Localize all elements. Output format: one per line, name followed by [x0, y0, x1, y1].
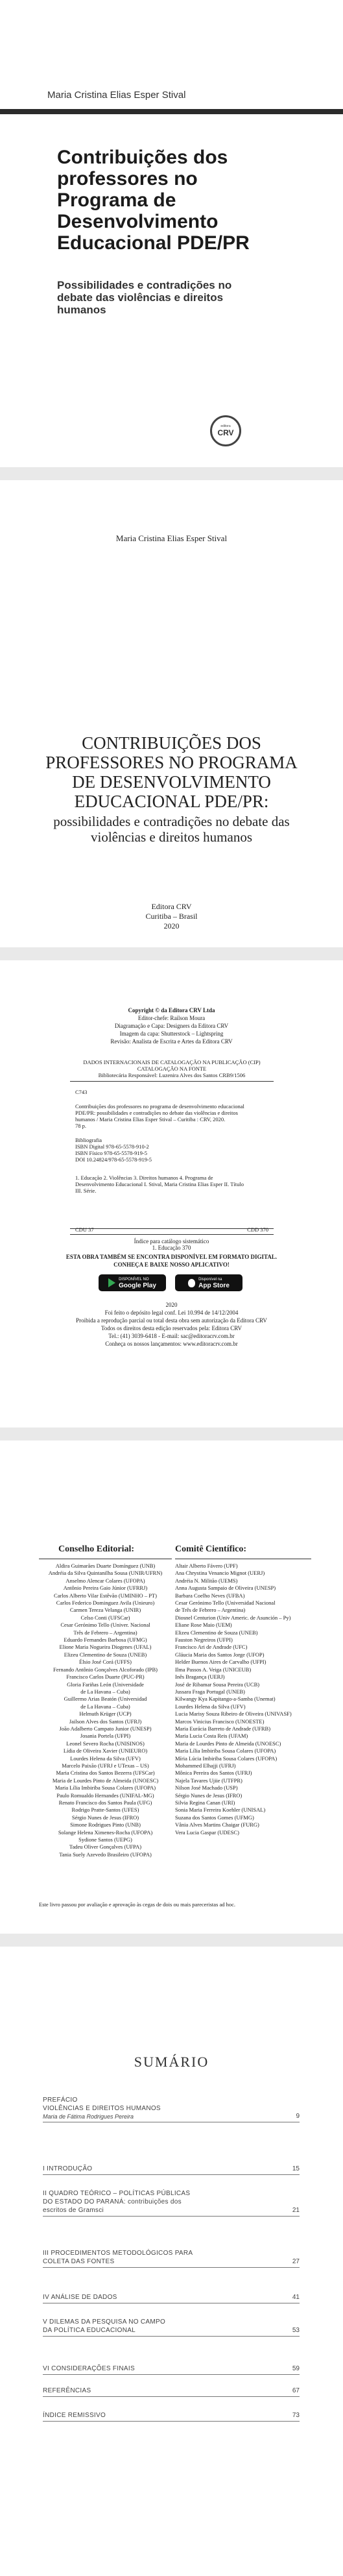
board-member: Renato Francisco dos Santos Paula (UFG) — [58, 1799, 152, 1806]
toc-entry-text: DO ESTADO DO PARANÁ: contribuições dos — [43, 2198, 182, 2206]
toc-entry[interactable] — [43, 2293, 300, 2303]
board-member: Nilson José Machado (USP) — [175, 1784, 238, 1792]
cdd-code: CDD 370 — [247, 1226, 268, 1233]
board-member: Fernando Antônio Gonçalves Alcoforado (IPB) — [53, 1666, 158, 1673]
board-member: Lourdes Helena da Silva (UFV) — [175, 1703, 246, 1710]
app-store-caption: Disponível na — [198, 1278, 222, 1282]
board-member: Marcos Vinicius Francisco (UNOESTE) — [175, 1718, 265, 1725]
board-member: João Adalberto Campato Junior (UNESP) — [59, 1725, 152, 1732]
cip-header — [70, 1059, 274, 1078]
peer-review-note: Este livro passou por avaliação e aprovação às cegas de dois ou mais pareceristas ad hoc. — [39, 1901, 236, 1908]
board-member: Jailson Alves dos Santos (UFRJ) — [69, 1718, 142, 1725]
copyright-page — [0, 960, 343, 1428]
board-member: Rodrigo Pratte-Santos (UFES) — [71, 1806, 139, 1814]
toc-entry-text: PREFÁCIO — [43, 2096, 78, 2104]
board-member: de La Havana – Cuba) — [80, 1688, 130, 1695]
board-member: Najela Tavares Ujiie (UTFPR) — [175, 1777, 242, 1784]
board-member: Helmuth Krüger (UCP) — [79, 1710, 132, 1718]
board-member: Aldira Guimarães Duarte Domínguez (UNB) — [55, 1562, 156, 1569]
board-member: Jussara Fraga Portugal (UNEB) — [175, 1688, 245, 1695]
rights-notice: Todos os direitos desta edição reservados pela: Editora CRV — [101, 1325, 242, 1331]
board-member: Maria Lília Imbiriba Sousa Colares (UFOPA) — [175, 1747, 276, 1755]
toc-entry-text: DA POLÍTICA EDUCACIONAL — [43, 2327, 136, 2334]
toc-entry-text: COLETA DAS FONTES — [43, 2257, 115, 2265]
toc-page-number: 53 — [292, 2327, 300, 2334]
app-store-badge[interactable] — [175, 1274, 242, 1291]
board-member: Carlos Federico Dominguez Avila (Unieuro) — [56, 1599, 155, 1607]
board-member: Maria Cristina dos Santos Bezerra (UFSCar) — [56, 1769, 155, 1777]
board-member: Guillermo Arias Beatón (Universidad — [64, 1695, 147, 1703]
copyright-line: Copyright © da Editora CRV Ltda — [128, 1007, 215, 1014]
logo-big-text: CRV — [217, 428, 234, 437]
toc-entry[interactable] — [43, 2249, 300, 2268]
publication-year: 2020 — [163, 921, 180, 930]
toc-entry[interactable] — [43, 2189, 300, 2217]
toc-entry-text: ÍNDICE REMISSIVO — [43, 2412, 106, 2420]
board-member: Antônio Pereira Gaio Júnior (UFRRJ) — [63, 1585, 148, 1592]
board-member: Sérgio Nunes de Jesus (IFRO) — [71, 1814, 139, 1821]
board-member: Ana Chrystina Venancio Mignot (UERJ) — [175, 1570, 265, 1577]
title-page-imprint — [0, 902, 343, 931]
board-member: Cesar Gerónimo Tello (Univer. Nacional — [60, 1622, 150, 1629]
toc-entry[interactable] — [43, 2387, 300, 2397]
board-member: Vânia Alves Martins Chaigar (FURG) — [175, 1821, 259, 1829]
editorial-board-list — [39, 1562, 172, 1858]
board-member: Ilma Passos A. Veiga (UNICEUB) — [175, 1666, 252, 1673]
board-member: Marcelo Paixão (UFRJ e UTexas – US) — [62, 1762, 149, 1769]
title-page-subtitle: possibilidades e contradições no debate das violências e direitos humanos — [53, 814, 290, 845]
board-member: Diosnel Centurion (Univ Americ. de Asunción – Py) — [175, 1614, 291, 1621]
board-member: Maria de Lourdes Pinto de Almeida (UNOESC) — [175, 1740, 281, 1747]
board-member: Eliane Rose Maio (UEM) — [175, 1622, 232, 1629]
board-member: Suzana dos Santos Gomes (UFMG) — [175, 1814, 254, 1821]
board-member: Andréia N. Militão (UEMS) — [175, 1577, 238, 1584]
board-member: Elizeu Clementino de Souza (UNEB) — [64, 1651, 147, 1658]
classification-row — [70, 1226, 274, 1235]
board-member: Eduardo Fernandes Barbosa (UFMG) — [64, 1636, 147, 1644]
board-member: Andréia da Silva Quintanilha Sousa (UNIR/UFRN) — [48, 1570, 163, 1577]
board-member: Cesar Gerónimo Tello (Universidad Nacional — [175, 1599, 276, 1607]
cover-page — [0, 0, 343, 467]
google-play-caption: DISPONÍVEL NO — [119, 1278, 149, 1282]
cip-isbn-print: ISBN Físico 978-65-5578-919-5 — [75, 1150, 147, 1156]
toc-entry-text: escritos de Gramsci — [43, 2207, 104, 2215]
edition-year: 2020 — [165, 1302, 178, 1308]
cover-title: Contribuições dos professores no Programa de Desenvolvimento Educacional PDE/PR — [57, 147, 250, 254]
board-member: Mônica Pereira dos Santos (UFRJ) — [175, 1769, 252, 1777]
board-member: Gláucia Maria dos Santos Jorge (UFOP) — [175, 1651, 265, 1658]
toc-entry[interactable] — [43, 2165, 300, 2175]
board-member: Maria Lília Imbiriba Sousa Colares (UFOPA) — [54, 1784, 156, 1792]
toc-entry[interactable] — [43, 2411, 300, 2422]
cip-entry: 78 p. — [75, 1123, 86, 1129]
cip-biblio: Bibliografia — [75, 1137, 102, 1143]
title-page-author: Maria Cristina Elias Esper Stival — [115, 533, 228, 543]
cip-header-subtitle: CATALOGAÇÃO NA FONTE — [137, 1065, 207, 1072]
table-of-contents-page — [0, 1947, 343, 2576]
scientific-committee-title: Comitê Científico: — [175, 1544, 247, 1554]
board-member: Elizeu Clementino de Souza (UNEB) — [175, 1629, 258, 1636]
cip-subjects: III. Série. — [75, 1187, 97, 1194]
editorial-board-title: Conselho Editorial: — [58, 1544, 135, 1554]
cip-code: C743 — [75, 1089, 88, 1095]
board-member: Anselmo Alencar Colares (UFOPA) — [65, 1577, 145, 1584]
board-member: Elione Maria Nogueira Diogenes (UFAL) — [59, 1644, 152, 1651]
toc-entry-text: VI CONSIDERAÇÕES FINAIS — [43, 2365, 135, 2373]
board-member: Celso Conti (UFSCar) — [80, 1614, 130, 1621]
board-member: Inês Bragança (UERJ) — [175, 1673, 225, 1681]
toc-entry-text: REFERÊNCIAS — [43, 2387, 91, 2395]
board-member: Josania Portela (UFPI) — [80, 1732, 131, 1740]
toc-page-number: 27 — [292, 2257, 300, 2265]
reproduction-notice: Proibida a reprodução parcial ou total desta obra sem autorização da Editora CRV — [76, 1317, 267, 1324]
toc-page-number: 59 — [292, 2365, 300, 2373]
toc-entry-text: I INTRODUÇÃO — [43, 2165, 93, 2173]
board-member: Sonia Maria Ferreira Koehler (UNISAL) — [175, 1806, 266, 1814]
board-member: Gloria Fariñas León (Universidade — [67, 1681, 144, 1688]
toc-entry[interactable] — [43, 2364, 300, 2375]
logo-small-text: editora — [220, 424, 231, 428]
title-page-title: CONTRIBUIÇÕES DOS PROFESSORES NO PROGRAMA DE DESENVOLVIMENTO EDUCACIONAL PDE/PR: — [45, 733, 298, 811]
board-member: Solange Helena Ximenes-Rocha (UFOPA) — [58, 1829, 153, 1836]
google-play-label: Google Play — [119, 1282, 156, 1289]
board-member: Carlos Alberto Vilar Estêvão (UMINHO – PT) — [54, 1592, 157, 1599]
board-member: Altair Alberto Fávero (UPF) — [175, 1562, 238, 1569]
editor-line: Editor-chefe: Railson Moura — [137, 1015, 206, 1021]
board-member: Francisco Ari de Andrade (UFC) — [175, 1644, 248, 1651]
cip-entry: Contribuições dos professores no programa de desenvolvimento educacional — [75, 1103, 244, 1110]
board-member: Sydione Santos (UEPG) — [78, 1836, 132, 1843]
ebook-notice: ESTA OBRA TAMBÉM SE ENCONTRA DISPONÍVEL EM FORMATO DIGITAL. — [65, 1254, 278, 1260]
cip-entry: humanos / Maria Cristina Elias Esper Stival – Curitiba : CRV, 2020. — [75, 1116, 226, 1123]
toc-page-number: 73 — [292, 2412, 300, 2420]
board-member: Tania Suely Azevedo Brasileiro (UFOPA) — [59, 1851, 152, 1858]
cdu-code: CDU 37 — [75, 1226, 94, 1233]
board-member: Anna Augusta Sampaio de Oliveira (UNESP) — [175, 1585, 276, 1592]
toc-entry[interactable] — [43, 2318, 300, 2337]
publisher-city: Curitiba – Brasil — [145, 912, 198, 921]
toc-entry-text: IV ANÁLISE DE DADOS — [43, 2294, 117, 2301]
index-entry: 1. Educação 370 — [152, 1245, 191, 1251]
publisher-name: Editora CRV — [151, 902, 192, 911]
board-member: Tadeu Oliver Gonçalves (UFPA) — [69, 1843, 142, 1851]
cip-doi: DOI 10.24824/978-65-5578-919-5 — [75, 1156, 152, 1163]
toc-entry-text: II QUADRO TEÓRICO – POLÍTICAS PÚBLICAS — [43, 2190, 191, 2198]
scientific-committee-list — [175, 1562, 311, 1836]
board-member: Míria Lúcia Imbiriba Sousa Colares (UFOPA) — [175, 1755, 278, 1762]
board-member: Simone Rodrigues Pinto (UNB) — [70, 1821, 141, 1829]
cover-subtitle: Possibilidades e contradições no debate das violências e direitos humanos — [57, 279, 232, 316]
cover-divider — [0, 109, 343, 114]
board-member: Leonel Severo Rocha (UNISINOS) — [66, 1740, 145, 1747]
google-play-icon — [108, 1278, 115, 1287]
board-member: Maria Lucia Costa Reis (UFAM) — [175, 1732, 248, 1740]
toc-entry[interactable] — [43, 2096, 300, 2122]
revision-line: Revisão: Analista de Escrita e Artes da Editora CRV — [110, 1038, 233, 1045]
board-member: Sérgio Nunes de Jesus (IFRO) — [175, 1792, 242, 1799]
board-member: Maria Eurácia Barreto de Andrade (UFRB) — [175, 1725, 271, 1732]
website-line[interactable]: Conheça os nossos lançamentos: www.editoracrv.com.br — [105, 1341, 238, 1347]
toc-page-number: 15 — [292, 2165, 300, 2173]
board-member: Francisco Carlos Duarte (PUC-PR) — [66, 1673, 145, 1681]
editorial-board-page — [0, 1440, 343, 1934]
cip-entry: PDE/PR: possibilidades e contradições no debate das violências e direitos — [75, 1110, 238, 1116]
toc-page-number: 21 — [292, 2207, 300, 2215]
toc-page-number: 9 — [296, 2113, 300, 2120]
contact-line[interactable]: Tel.: (41) 3039-6418 - E-mail: sac@editoracrv.com.br — [108, 1333, 235, 1339]
google-play-badge[interactable] — [99, 1274, 166, 1291]
toc-page-number: 41 — [292, 2294, 300, 2301]
board-member: Três de Febrero – Argentina) — [73, 1629, 137, 1636]
cip-subjects: Desenvolvimento Educacional I. Stival, Maria Cristina Elias Esper II. Título — [75, 1181, 244, 1187]
board-member: Carmen Tereza Velanga (UNIR) — [69, 1607, 141, 1614]
cip-subjects: 1. Educação 2. Violências 3. Direitos humanos 4. Programa de — [75, 1174, 213, 1181]
cip-isbn-digital: ISBN Digital 978-65-5578-910-2 — [75, 1143, 149, 1150]
toc-entry-text: V DILEMAS DA PESQUISA NO CAMPO — [43, 2318, 166, 2326]
apple-icon — [188, 1279, 195, 1287]
board-member: Lourdes Helena da Silva (UFV) — [70, 1755, 141, 1762]
app-store-label: App Store — [198, 1282, 230, 1289]
board-member: Barbara Coelho Neves (UFBA) — [175, 1592, 245, 1599]
ebook-app-notice: CONHEÇA E BAIXE NOSSO APLICATIVO! — [113, 1261, 230, 1268]
toc-entry-text: III PROCEDIMENTOS METODOLÓGICOS PARA — [43, 2249, 193, 2257]
board-member: Paulo Romualdo Hernandes (UNIFAL-MG) — [56, 1792, 154, 1799]
board-member: Fauston Negreiros (UFPI) — [175, 1636, 233, 1644]
board-member: José de Ribamar Sousa Pereira (UCB) — [175, 1681, 260, 1688]
board-member: de Três de Febrero – Argentina) — [175, 1607, 246, 1614]
title-page — [0, 480, 343, 947]
board-member: Helder Buenos Aires de Carvalho (UFPI) — [175, 1659, 266, 1666]
publisher-logo — [210, 415, 241, 446]
board-member: Lucia Marisy Souza Ribeiro de Oliveira (UNIVASF) — [175, 1710, 292, 1718]
board-member: Élsio José Corá (UFFS) — [79, 1659, 132, 1666]
board-member: Silvia Regina Canan (URI) — [175, 1799, 235, 1806]
cip-librarian: Bibliotecária Responsável: Luzenira Alves dos Santos CRB9/1506 — [98, 1072, 246, 1078]
toc-title: SUMÁRIO — [134, 2054, 209, 2070]
index-title: Índice para catálogo sistemático — [134, 1238, 209, 1245]
board-member: Vera Lucia Gaspar (UDESC) — [175, 1829, 239, 1836]
board-member: Maria de Lourdes Pinto de Almeida (UNOESC) — [52, 1777, 159, 1784]
toc-entry-author: Maria de Fátima Rodrigues Pereira — [43, 2113, 134, 2120]
toc-page-number: 67 — [292, 2387, 300, 2395]
board-member: Kilwangy Kya Kapitango-a-Samba (Unemat) — [175, 1695, 276, 1703]
board-member: Mohammed Elhajji (UFRJ) — [175, 1762, 236, 1769]
legal-deposit: Foi feito o depósito legal conf. Lei 10.994 de 14/12/2004 — [104, 1309, 239, 1316]
board-member: de La Havana – Cuba) — [80, 1703, 130, 1710]
board-member: Lídia de Oliveira Xavier (UNIEURO) — [63, 1747, 148, 1755]
toc-entry-text: VIOLÊNCIAS E DIREITOS HUMANOS — [43, 2105, 161, 2112]
cover-image-line: Imagem da capa: Shutterstock – Lightspring — [119, 1030, 224, 1037]
cover-author: Maria Cristina Elias Esper Stival — [47, 90, 186, 101]
cip-header-title: DADOS INTERNACIONAIS DE CATALOGAÇÃO NA PUBLICAÇÃO (CIP) — [83, 1059, 261, 1065]
design-line: Diagramação e Capa: Designers da Editora CRV — [114, 1023, 229, 1029]
